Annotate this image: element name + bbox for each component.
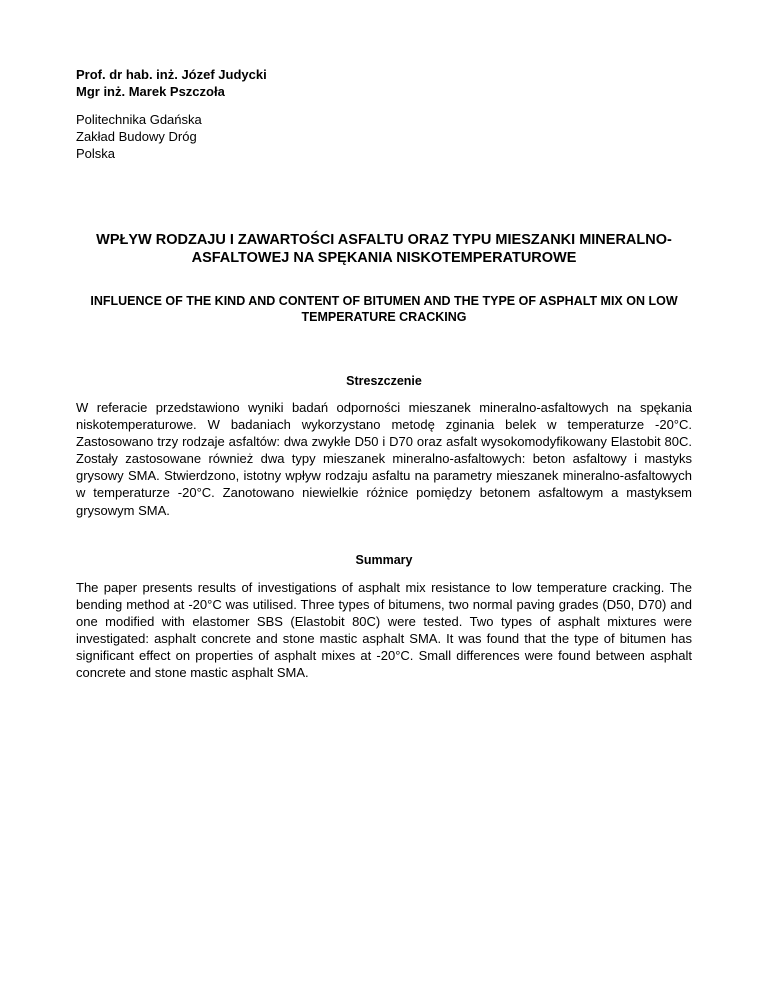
affiliation-university: Politechnika Gdańska	[76, 112, 202, 127]
affiliation-country: Polska	[76, 146, 116, 161]
abstract-text-polish: W referacie przedstawiono wyniki badań odporności mieszanek mineralno-asfaltowych na spękania niskotemperaturowe. W badaniach wykorzystano metodę zginania belek w temperaturze -20°C. Zastosowano trzy rodzaje asfaltów: dwa zwykłe D50 i D70 oraz asfalt wysokomodyfikowany Elastobit 80C. Zostały zastosowane również dwa typy mieszanek mineralno-asfaltowych: beton asfaltowy i mastyks grysowy SMA. Stwierdzono, istotny wpływ rodzaju asfaltu na parametry mieszanek mineralno-asfaltowych w temperaturze -20°C. Zanotowano niewielkie różnice pomiędzy betonem asfaltowym a mastyksem grysowym SMA.	[76, 400, 692, 518]
author-name: Mgr inż. Marek Pszczoła	[76, 84, 225, 99]
affiliation-department: Zakład Budowy Dróg	[76, 129, 197, 144]
paper-title-polish: WPŁYW RODZAJU I ZAWARTOŚCI ASFALTU ORAZ TYPU MIESZANKI MINERALNO-ASFALTOWEJ NA SPĘKANIA NISKOTEMPERATUROWE	[96, 232, 672, 266]
paper-title-english: INFLUENCE OF THE KIND AND CONTENT OF BITUMEN AND THE TYPE OF ASPHALT MIX ON LOW TEMPERATURE CRACKING	[90, 294, 678, 324]
author-name: Prof. dr hab. inż. Józef Judycki	[76, 67, 267, 82]
abstract-heading-english: Summary	[355, 553, 413, 567]
abstract-text-english: The paper presents results of investigations of asphalt mix resistance to low temperature cracking. The bending method at -20°C was utilised. Three types of bitumens, two normal paving grades (D50, D70) and one modified with elastomer SBS (Elastobit 80C) were tested. Two types of asphalt mixtures were investigated: asphalt concrete and stone mastic asphalt SMA. It was found that the type of bitumen has significant effect on properties of asphalt mixes at -20°C. Small differences were found between asphalt concrete and stone mastic asphalt SMA.	[76, 580, 692, 681]
affiliation-block	[76, 111, 202, 162]
abstract-heading-polish: Streszczenie	[346, 374, 422, 388]
author-list	[76, 66, 267, 100]
